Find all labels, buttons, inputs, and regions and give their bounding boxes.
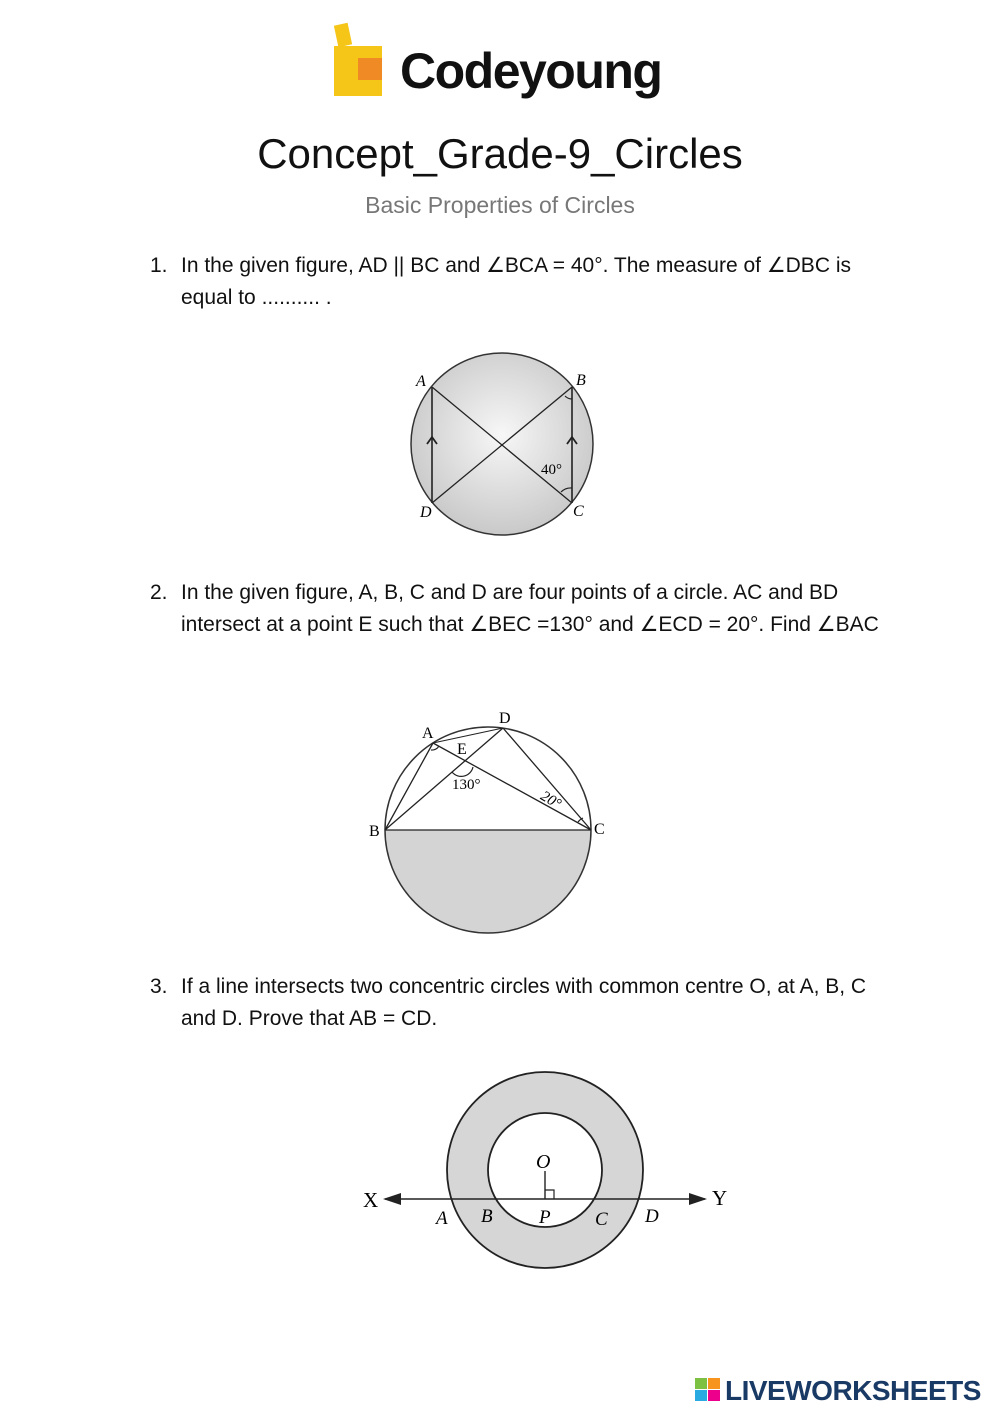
label-o: O xyxy=(536,1151,551,1173)
label-b: B xyxy=(576,372,586,389)
angle-label: 40° xyxy=(541,462,562,478)
label-x: X xyxy=(363,1188,379,1212)
question-3 xyxy=(150,971,890,1035)
figure-2 xyxy=(360,700,630,945)
label-d: D xyxy=(645,1206,659,1227)
arrow-left-icon xyxy=(383,1193,401,1205)
label-a: A xyxy=(416,373,426,390)
question-1 xyxy=(150,250,890,314)
shaded-half xyxy=(385,830,591,933)
label-d: D xyxy=(499,710,511,727)
label-c: C xyxy=(595,1209,608,1230)
codeyoung-logo-icon xyxy=(330,22,394,100)
chord-bd xyxy=(385,728,503,830)
arrow-right-icon xyxy=(689,1193,707,1205)
question-2 xyxy=(150,577,890,641)
label-e: E xyxy=(457,741,467,758)
watermark-text: LIVEWORKSHEETS xyxy=(725,1375,981,1406)
liveworksheets-logo-icon xyxy=(695,1378,721,1402)
chord-ad xyxy=(433,728,503,743)
label-d: D xyxy=(420,504,432,521)
label-y: Y xyxy=(712,1186,728,1210)
question-number: 2. xyxy=(150,581,168,604)
label-p: P xyxy=(539,1207,551,1228)
label-b: B xyxy=(481,1206,493,1227)
angle-arc-icon xyxy=(431,746,439,750)
liveworksheets-watermark xyxy=(695,1372,995,1408)
figure-3 xyxy=(355,1055,745,1280)
circle xyxy=(411,353,593,535)
question-text: In the given figure, AD || BC and ∠BCA = 40°. The measure of ∠DBC is equal to .......... . xyxy=(181,254,851,309)
figure-1 xyxy=(395,340,615,550)
page-subtitle: Basic Properties of Circles xyxy=(365,192,635,218)
angle-bec-label: 130° xyxy=(452,777,481,793)
angle-ecd-label: 20° xyxy=(537,788,564,813)
question-number: 1. xyxy=(150,254,168,277)
label-c: C xyxy=(594,821,605,838)
question-text: If a line intersects two concentric circles with common centre O, at A, B, C and D. Prove that AB = CD. xyxy=(181,975,867,1030)
label-a: A xyxy=(422,725,434,742)
angle-arc-icon xyxy=(452,767,473,776)
brand-logo xyxy=(330,22,690,112)
question-number: 3. xyxy=(150,975,168,998)
label-b: B xyxy=(369,823,380,840)
chord-ab xyxy=(385,743,433,830)
brand-name: Codeyoung xyxy=(400,43,662,99)
page-title: Concept_Grade-9_Circles xyxy=(257,130,743,177)
label-a: A xyxy=(436,1208,448,1229)
label-c: C xyxy=(573,503,584,520)
question-text: In the given figure, A, B, C and D are four points of a circle. AC and BD intersect at a point E such that ∠BEC =130° and ∠ECD = 20°. Find ∠BAC xyxy=(181,581,879,636)
